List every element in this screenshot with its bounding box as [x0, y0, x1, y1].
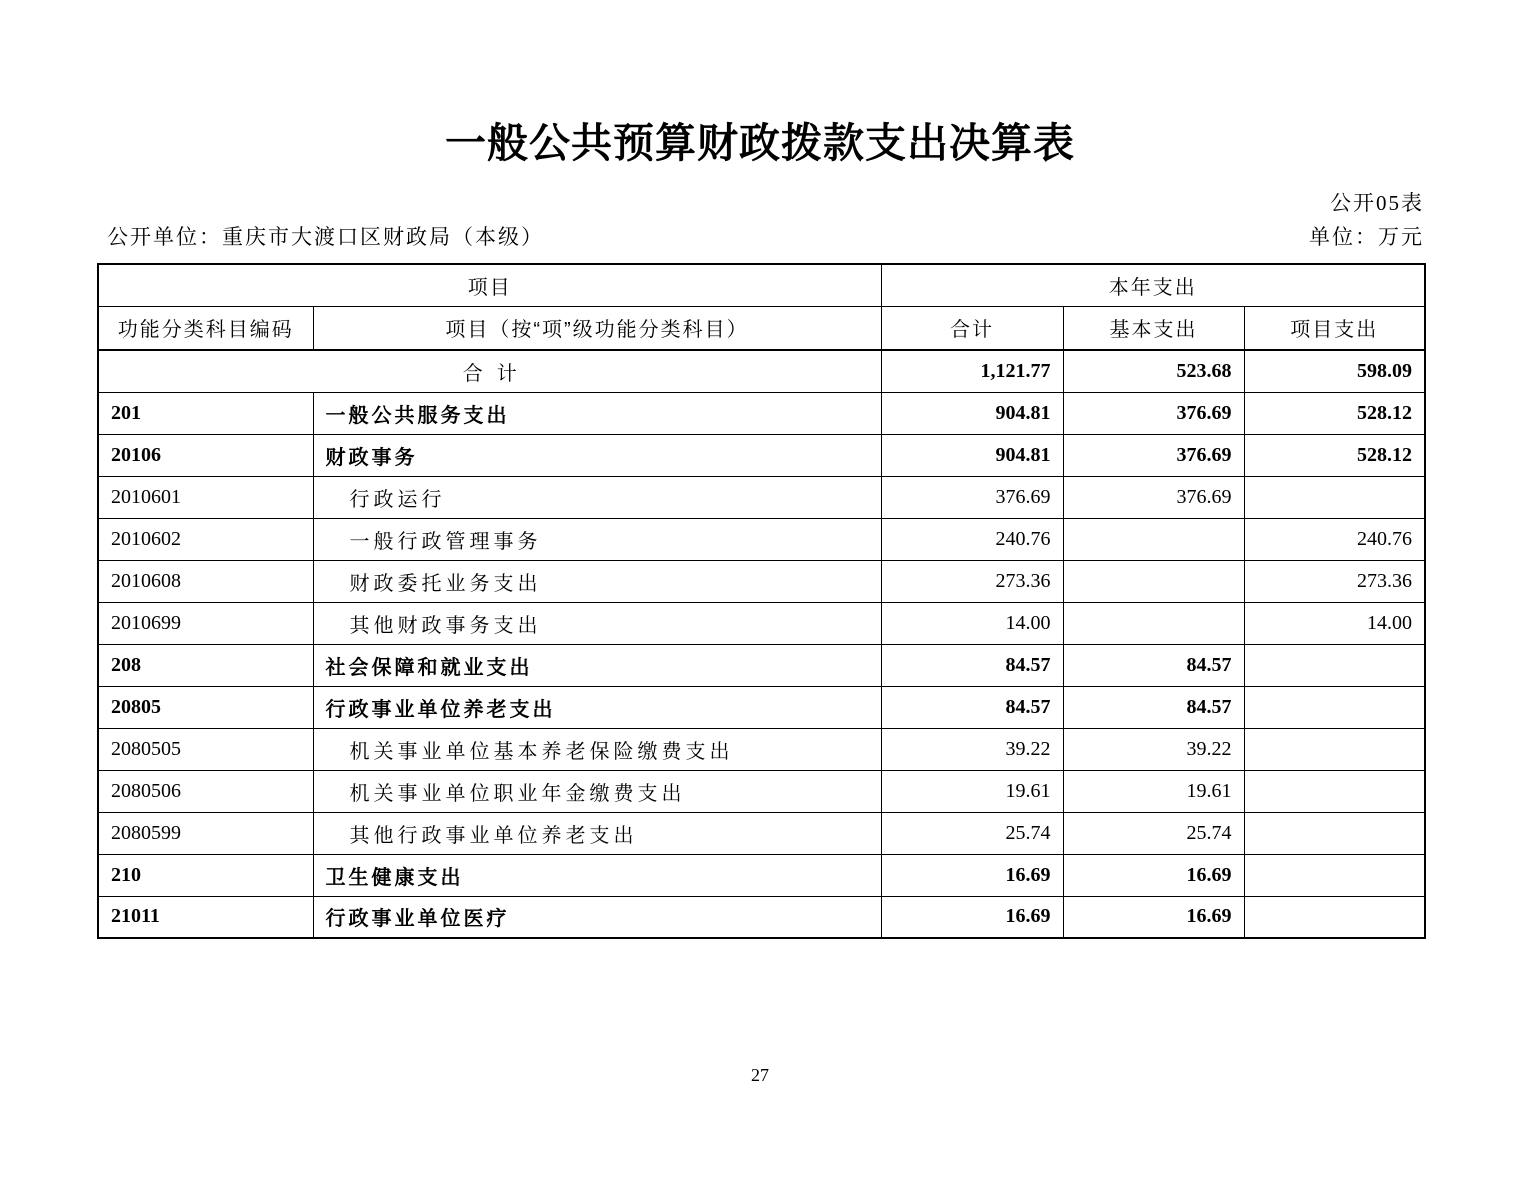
row-item: 财政事务 — [313, 434, 881, 476]
row-total: 16.69 — [881, 854, 1063, 896]
table-row — [98, 476, 1425, 518]
page-number: 27 — [751, 1065, 769, 1085]
header-total-col: 合计 — [881, 306, 1063, 350]
row-basic: 16.69 — [1063, 854, 1244, 896]
row-total: 14.00 — [881, 602, 1063, 644]
header-item-col: 项目（按“项”级功能分类科目） — [313, 306, 881, 350]
table-row — [98, 854, 1425, 896]
row-total: 25.74 — [881, 812, 1063, 854]
header-code-col: 功能分类科目编码 — [98, 306, 313, 350]
row-code: 20106 — [98, 434, 313, 476]
row-project: 240.76 — [1244, 518, 1425, 560]
row-item: 财政委托业务支出 — [313, 560, 881, 602]
header-current-year-group: 本年支出 — [881, 264, 1425, 306]
row-code: 21011 — [98, 896, 313, 938]
row-item: 机关事业单位基本养老保险缴费支出 — [313, 728, 881, 770]
row-total: 39.22 — [881, 728, 1063, 770]
row-total: 376.69 — [881, 476, 1063, 518]
table-row — [98, 644, 1425, 686]
table-row — [98, 728, 1425, 770]
total-row-total: 1,121.77 — [881, 350, 1063, 392]
row-code: 2080506 — [98, 770, 313, 812]
total-row — [98, 350, 1425, 392]
row-item: 行政运行 — [313, 476, 881, 518]
total-row-label: 合计 — [98, 350, 881, 392]
header-column-row — [98, 306, 1425, 350]
meta-row — [97, 221, 1424, 251]
table-row — [98, 518, 1425, 560]
expenditure-table — [97, 263, 1426, 939]
document-page — [0, 110, 1520, 1184]
row-project — [1244, 770, 1425, 812]
row-item: 其他财政事务支出 — [313, 602, 881, 644]
row-basic: 16.69 — [1063, 896, 1244, 938]
table-code-label: 公开05表 — [1330, 191, 1424, 215]
row-code: 2010602 — [98, 518, 313, 560]
row-total: 16.69 — [881, 896, 1063, 938]
total-row-project: 598.09 — [1244, 350, 1425, 392]
row-item: 一般行政管理事务 — [313, 518, 881, 560]
row-code: 210 — [98, 854, 313, 896]
row-item: 其他行政事业单位养老支出 — [313, 812, 881, 854]
row-code: 20805 — [98, 686, 313, 728]
table-row — [98, 686, 1425, 728]
row-item: 机关事业单位职业年金缴费支出 — [313, 770, 881, 812]
row-project — [1244, 812, 1425, 854]
row-basic — [1063, 560, 1244, 602]
header-project-group: 项目 — [98, 264, 881, 306]
row-item: 行政事业单位医疗 — [313, 896, 881, 938]
row-project — [1244, 686, 1425, 728]
row-item: 一般公共服务支出 — [313, 392, 881, 434]
row-basic: 19.61 — [1063, 770, 1244, 812]
row-total: 19.61 — [881, 770, 1063, 812]
table-row — [98, 770, 1425, 812]
table-row — [98, 434, 1425, 476]
row-project: 14.00 — [1244, 602, 1425, 644]
unit-label: 单位：万元 — [1309, 225, 1424, 249]
row-basic: 25.74 — [1063, 812, 1244, 854]
table-row — [98, 560, 1425, 602]
row-code: 2010608 — [98, 560, 313, 602]
row-project — [1244, 896, 1425, 938]
row-total: 273.36 — [881, 560, 1063, 602]
row-total: 84.57 — [881, 644, 1063, 686]
table-row — [98, 812, 1425, 854]
table-body — [98, 350, 1425, 938]
row-code: 2080599 — [98, 812, 313, 854]
row-project — [1244, 854, 1425, 896]
row-code: 2010699 — [98, 602, 313, 644]
table-row — [98, 602, 1425, 644]
row-code: 2010601 — [98, 476, 313, 518]
row-item: 卫生健康支出 — [313, 854, 881, 896]
row-basic: 84.57 — [1063, 644, 1244, 686]
row-project: 528.12 — [1244, 434, 1425, 476]
row-basic: 376.69 — [1063, 392, 1244, 434]
page-title: 一般公共预算财政拨款支出决算表 — [445, 120, 1075, 166]
row-project: 273.36 — [1244, 560, 1425, 602]
row-project — [1244, 476, 1425, 518]
row-project — [1244, 728, 1425, 770]
row-item: 行政事业单位养老支出 — [313, 686, 881, 728]
row-item: 社会保障和就业支出 — [313, 644, 881, 686]
row-total: 84.57 — [881, 686, 1063, 728]
row-basic — [1063, 518, 1244, 560]
meta-block — [97, 187, 1424, 251]
header-project-col: 项目支出 — [1244, 306, 1425, 350]
header-group-row — [98, 264, 1425, 306]
row-total: 904.81 — [881, 434, 1063, 476]
table-row — [98, 392, 1425, 434]
total-row-basic: 523.68 — [1063, 350, 1244, 392]
row-total: 904.81 — [881, 392, 1063, 434]
row-basic: 376.69 — [1063, 434, 1244, 476]
row-code: 2080505 — [98, 728, 313, 770]
row-code: 201 — [98, 392, 313, 434]
row-project — [1244, 644, 1425, 686]
row-project: 528.12 — [1244, 392, 1425, 434]
row-code: 208 — [98, 644, 313, 686]
row-basic — [1063, 602, 1244, 644]
row-basic: 376.69 — [1063, 476, 1244, 518]
publish-unit-label: 公开单位：重庆市大渡口区财政局（本级） — [107, 225, 544, 249]
row-basic: 84.57 — [1063, 686, 1244, 728]
header-basic-col: 基本支出 — [1063, 306, 1244, 350]
row-total: 240.76 — [881, 518, 1063, 560]
row-basic: 39.22 — [1063, 728, 1244, 770]
table-row — [98, 896, 1425, 938]
table-header — [98, 264, 1425, 350]
